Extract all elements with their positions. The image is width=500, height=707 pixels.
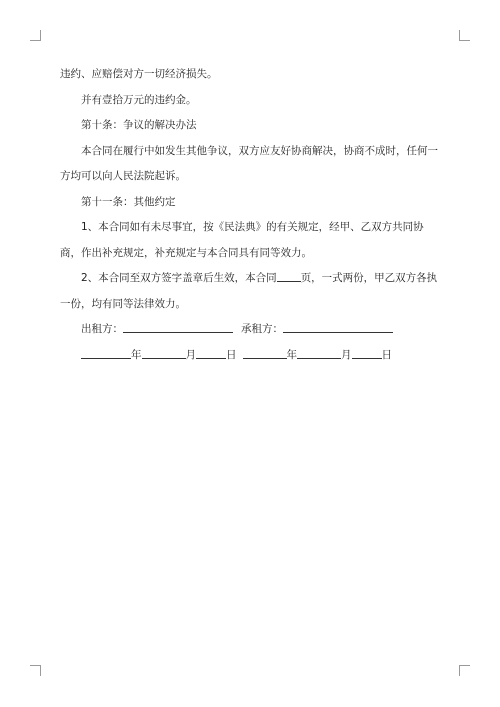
lessor-year-blank xyxy=(81,348,131,359)
lessor-day-label: 日 xyxy=(226,348,237,361)
crop-mark-bottom-left xyxy=(30,665,41,676)
article-10-heading: 第十条：争议的解决办法 xyxy=(81,119,197,131)
lessee-month-blank xyxy=(297,348,341,359)
crop-mark-top-right xyxy=(459,30,470,41)
paragraph-clause-1: 1、本合同如有未尽事宜，按《民法典》的有关规定，经甲、乙双方共同协商，作出补充规定，补充规定与本合同具有同等效力。 xyxy=(60,221,424,259)
lessee-signature-blank xyxy=(283,322,393,333)
clause-2-text-before: 2、本合同至双方签字盖章后生效，本合同 xyxy=(81,272,277,284)
lessor-signature-blank xyxy=(123,322,233,333)
document-page xyxy=(60,62,440,368)
lessor-month-blank xyxy=(142,348,186,359)
paragraph-clause-2 xyxy=(60,266,440,317)
lessee-day-label: 日 xyxy=(381,348,392,361)
paragraph-breach-continued: 违约、应赔偿对方一切经济损失。 xyxy=(60,68,218,80)
signature-line xyxy=(60,317,440,343)
clause-2-text-after: 页，一式两份，甲乙双方各执一份，均有同等法律效力。 xyxy=(60,272,438,310)
lessee-label: 承租方： xyxy=(241,323,283,335)
lessee-month-label: 月 xyxy=(341,348,352,361)
page-count-blank xyxy=(277,271,301,282)
crop-mark-top-left xyxy=(30,30,41,41)
lessor-label: 出租方： xyxy=(81,323,123,335)
lessee-year-label: 年 xyxy=(286,348,297,361)
lessee-year-blank xyxy=(243,348,287,359)
lessee-day-blank xyxy=(352,348,382,359)
date-line xyxy=(60,343,440,369)
paragraph-penalty: 并有壹拾万元的违约金。 xyxy=(81,93,197,106)
crop-mark-bottom-right xyxy=(459,665,470,676)
lessor-month-label: 月 xyxy=(185,348,196,361)
lessor-year-label: 年 xyxy=(131,348,142,361)
lessor-day-blank xyxy=(196,348,226,359)
article-11-heading: 第十一条：其他约定 xyxy=(81,195,176,208)
paragraph-dispute-resolution: 本合同在履行中如发生其他争议，双方应友好协商解决，协商不成时，任何一方均可以向人民法院起诉。 xyxy=(60,144,438,182)
